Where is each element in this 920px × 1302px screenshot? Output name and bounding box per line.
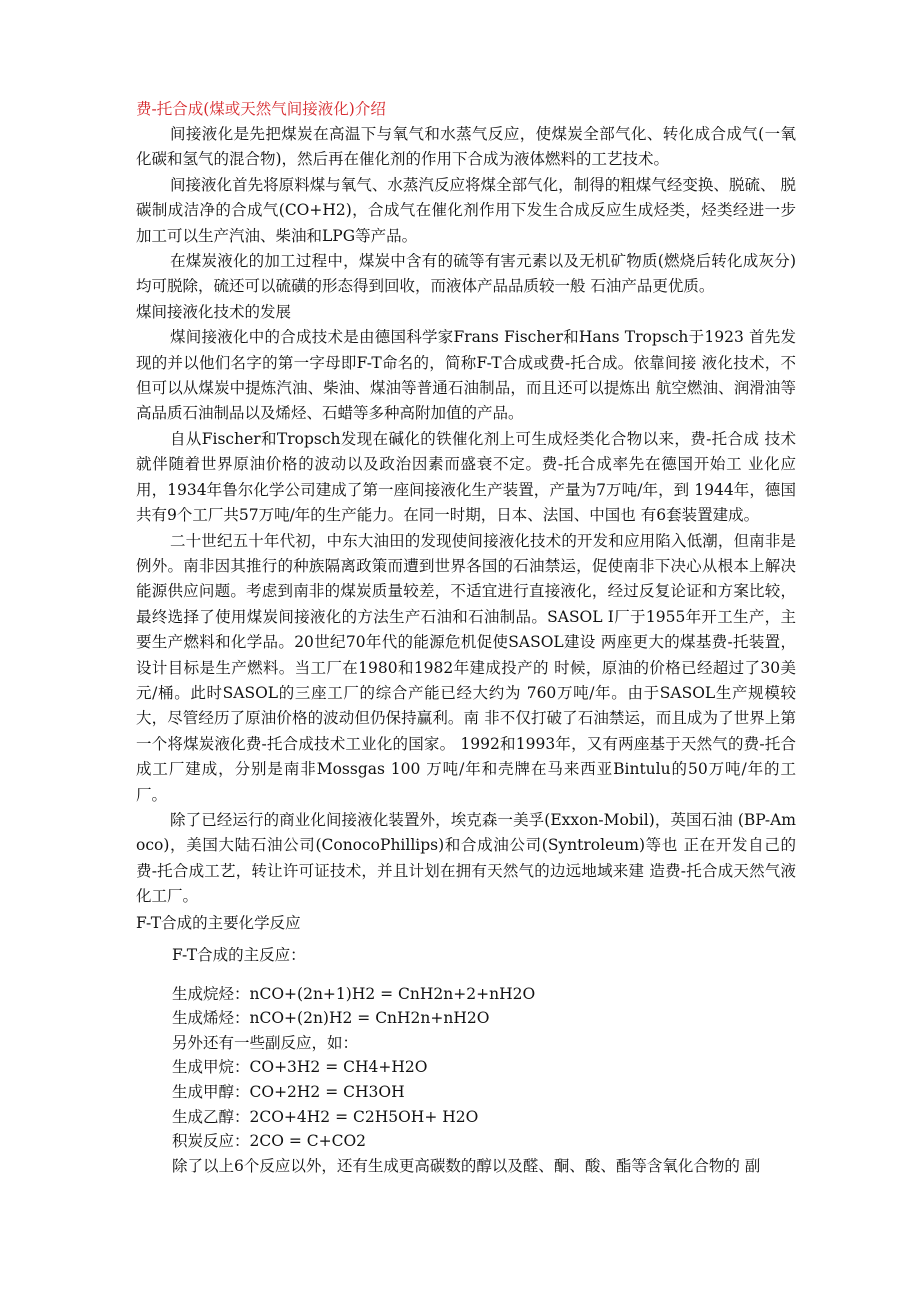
document-page (136, 96, 796, 1179)
ft-heading: F-T合成的主要化学反应 (136, 913, 301, 932)
history-paragraph-2: 自从Fischer和Tropsch发现在碱化的铁催化剂上可生成烃类化合物以来，费-托合成 技术就伴随着世界原油价格的波动以及政治因素而盛衰不定。费-托合成率先在德国开始工 业化应用，1934年鲁尔化学公司建成了第一座间接液化生产装置，产量为7万吨/年，到 1944年，德国共有9个工厂共57万吨/年的生产能力。在同一时期，日本、法国、中国也 有6套装置建成。 (136, 429, 796, 525)
ft-sub-heading: F-T合成的主反应： (172, 945, 306, 964)
intro-paragraph-1: 间接液化是先把煤炭在高温下与氧气和水蒸气反应，使煤炭全部气化、转化成合成气(一氧化碳和氢气的混合物)，然后再在催化剂的作用下合成为液体燃料的工艺技术。 (136, 125, 796, 169)
reaction-alkane: 生成烷烃：nCO+(2n+1)H2 = CnH2n+2+nH2O (172, 984, 536, 1003)
section-heading: 煤间接液化技术的发展 (136, 302, 292, 321)
intro-paragraph-2: 间接液化首先将原料煤与氧气、水蒸汽反应将煤全部气化，制得的粗煤气经变换、脱硫、 脱碳制成洁净的合成气(CO+H2)，合成气在催化剂作用下发生合成反应生成烃类，烃类经进一步加工可以生产汽油、柴油和LPG等产品。 (136, 175, 796, 245)
reaction-carbon-deposit: 积炭反应：2CO = C+CO2 (172, 1132, 367, 1151)
intro-paragraph-3: 在煤炭液化的加工过程中，煤炭中含有的硫等有害元素以及无机矿物质(燃烧后转化成灰分)均可脱除，硫还可以硫磺的形态得到回收，而液体产品品质较一般 石油产品更优质。 (136, 252, 796, 296)
history-paragraph-3: 二十世纪五十年代初，中东大油田的发现使间接液化技术的开发和应用陷入低潮，但南非是例外。南非因其推行的种族隔离政策而遭到世界各国的石油禁运，促使南非下决心从根本上解决能源供应问题。考虑到南非的煤炭质量较差，不适宜进行直接液化，经过反复论证和方案比较，最终选择了使用煤炭间接液化的方法生产石油和石油制品。SASOL I厂于1955年开工生产，主要生产燃料和化学品。20世纪70年代的能源危机促使SASOL建设 两座更大的煤基费-托装置，设计目标是生产燃料。当工厂在1980和1982年建成投产的 时候，原油的价格已经超过了30美元/桶。此时SASOL的三座工厂的综合产能已经大约为 760万吨/年。由于SASOL生产规模较大，尽管经历了原油价格的波动但仍保持赢利。南 非不仅打破了石油禁运，而且成为了世界上第一个将煤炭液化费-托合成技术工业化的国家。 1992和1993年，又有两座基于天然气的费-托合成工厂建成，分别是南非Mossgas 100 万吨/年和壳牌在马来西亚Bintulu的50万吨/年的工厂。 (136, 531, 796, 804)
reaction-methanol: 生成甲醇：CO+2H2 = CH3OH (172, 1082, 405, 1101)
reaction-alkene: 生成烯烃：nCO+(2n)H2 = CnH2n+nH2O (172, 1009, 490, 1028)
reaction-methane: 生成甲烷：CO+3H2 = CH4+H2O (172, 1058, 428, 1077)
reaction-ethanol: 生成乙醇：2CO+4H2 = C2H5OH+ H2O (172, 1107, 479, 1126)
history-paragraph-4: 除了已经运行的商业化间接液化装置外，埃克森一美孚(Exxon-Mobil)，英国石油 (BP-Amoco)，美国大陆石油公司(ConocoPhillips)和合成油公司(Syntroleum)等也 正在开发自己的费-托合成工艺，转让许可证技术，并且计划在拥有天然气的边远地域来建 造费-托合成天然气液化工厂。 (136, 810, 796, 906)
closing-paragraph: 除了以上6个反应以外，还有生成更高碳数的醇以及醛、酮、酸、酯等含氧化合物的 副 (172, 1156, 761, 1175)
history-paragraph-1: 煤间接液化中的合成技术是由德国科学家Frans Fischer和Hans Tropsch于1923 首先发现的并以他们名字的第一字母即F-T命名的，简称F-T合成或费-托合成。依靠间接 液化技术，不但可以从煤炭中提炼汽油、柴油、煤油等普通石油制品，而且还可以提炼出 航空燃油、润滑油等高品质石油制品以及烯烃、石蜡等多种高附加值的产品。 (136, 328, 796, 423)
side-reaction-intro: 另外还有一些副反应，如： (172, 1033, 359, 1052)
document-title: 费-托合成(煤或天然气间接液化)介绍 (136, 100, 386, 118)
